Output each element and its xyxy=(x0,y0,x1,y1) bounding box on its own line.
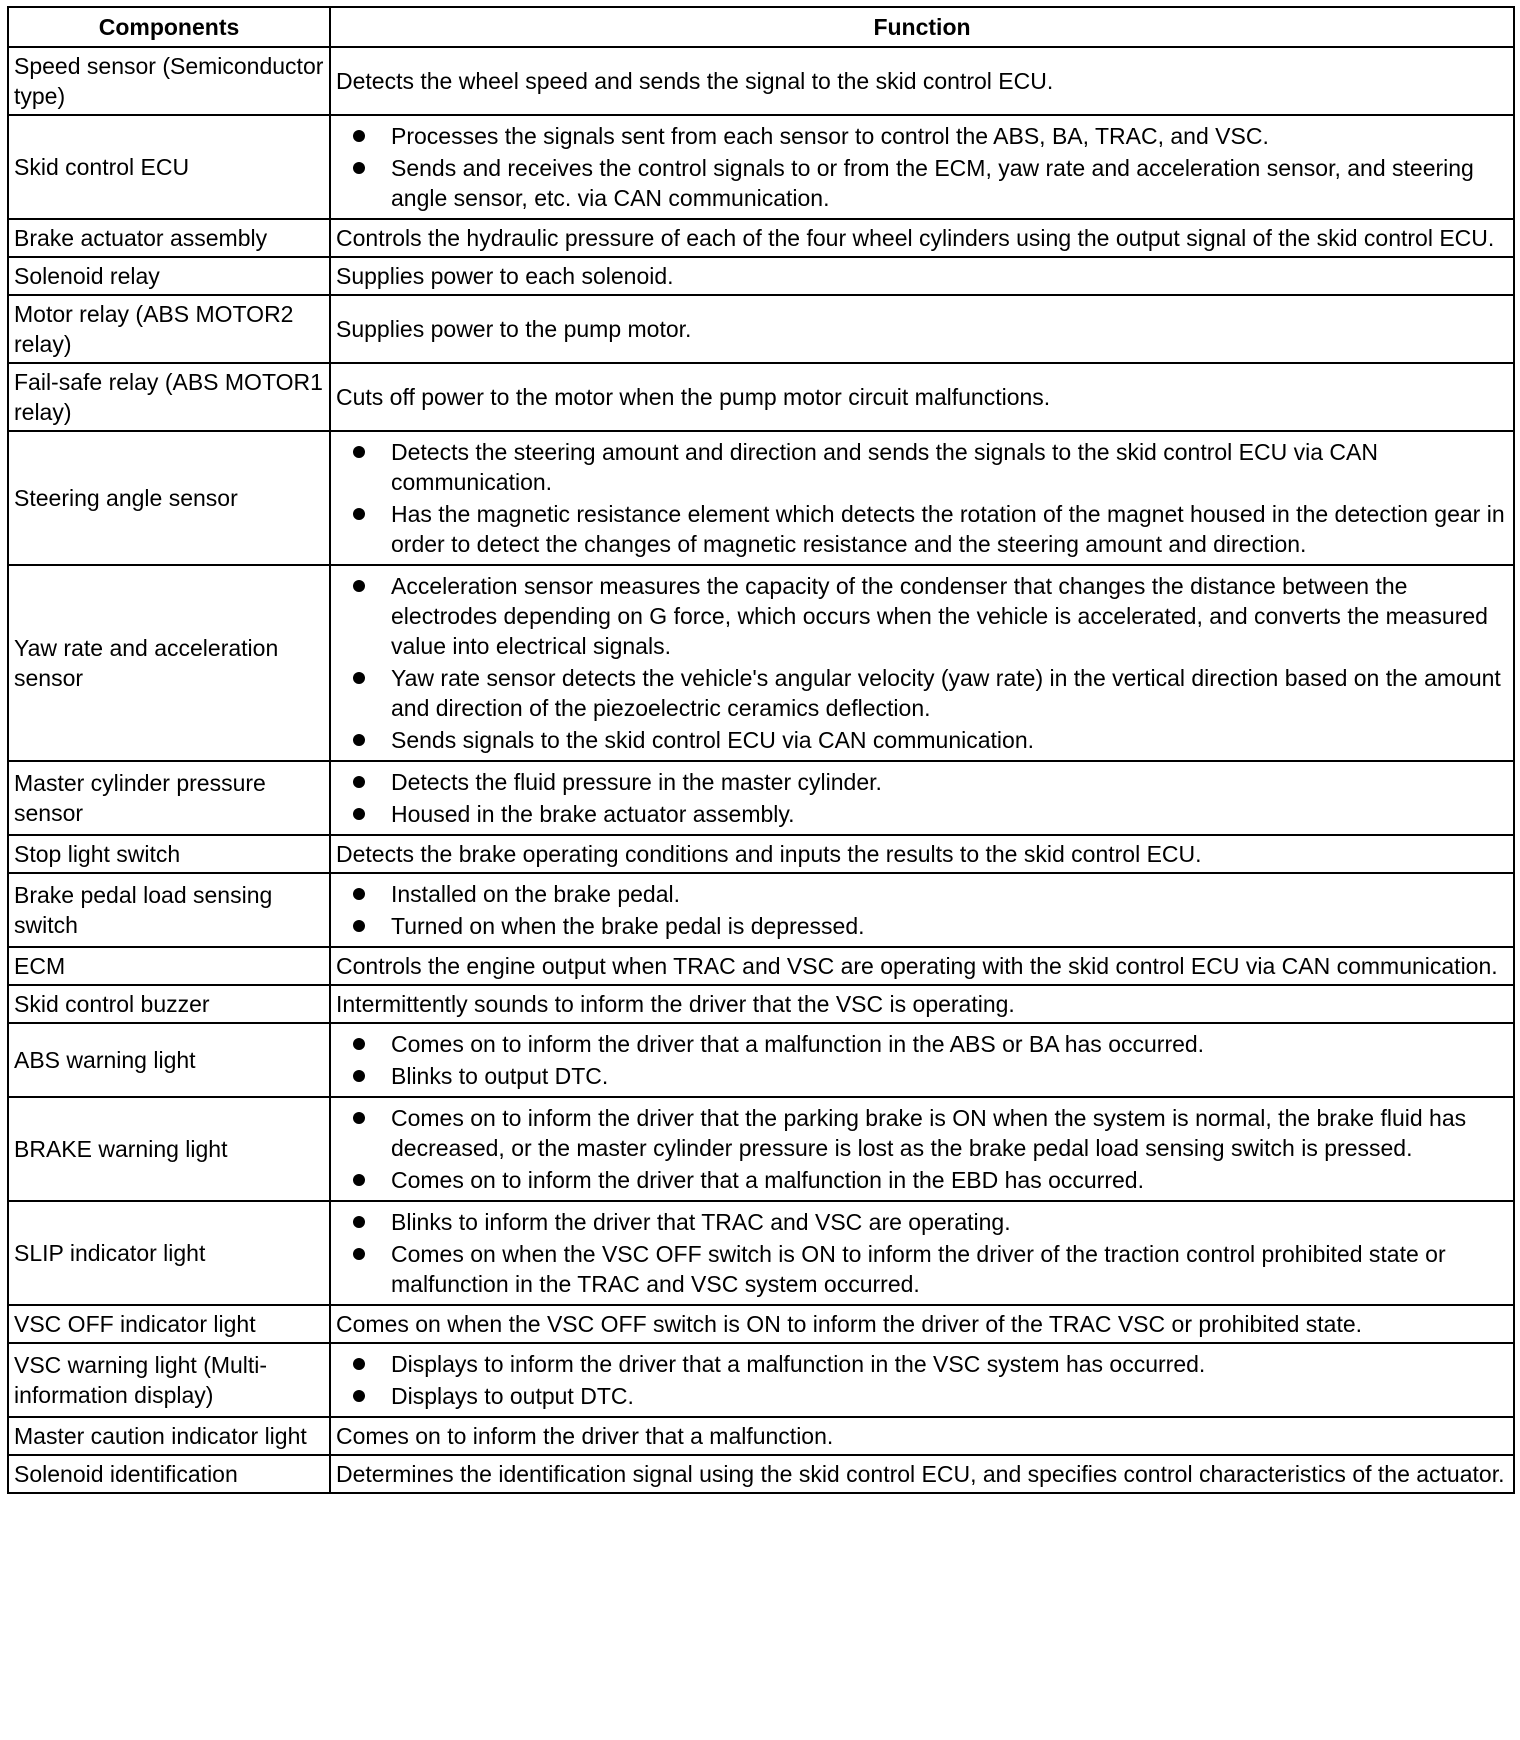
table-row xyxy=(8,115,1514,219)
function-cell: Supplies power to the pump motor. xyxy=(330,295,1514,363)
table-row xyxy=(8,47,1514,115)
table-row xyxy=(8,985,1514,1023)
table-row xyxy=(8,431,1514,565)
table-row xyxy=(8,219,1514,257)
function-bullet-item: Processes the signals sent from each sensor to control the ABS, BA, TRAC, and VSC. xyxy=(336,121,1508,151)
function-cell: Detects the wheel speed and sends the signal to the skid control ECU. xyxy=(330,47,1514,115)
table-row xyxy=(8,761,1514,835)
component-cell: Speed sensor (Semiconductor type) xyxy=(8,47,330,115)
table-row xyxy=(8,1097,1514,1201)
table-row xyxy=(8,257,1514,295)
function-bullet-item: Turned on when the brake pedal is depressed. xyxy=(336,911,1508,941)
function-bullet-item: Blinks to inform the driver that TRAC and VSC are operating. xyxy=(336,1207,1508,1237)
function-bullet-list xyxy=(336,1207,1508,1299)
function-bullet-list xyxy=(336,571,1508,755)
table-row xyxy=(8,873,1514,947)
function-cell: Controls the hydraulic pressure of each of the four wheel cylinders using the output signal of the skid control ECU. xyxy=(330,219,1514,257)
function-bullet-list xyxy=(336,767,1508,829)
function-cell xyxy=(330,115,1514,219)
header-components: Components xyxy=(8,7,330,47)
component-cell: Stop light switch xyxy=(8,835,330,873)
table-row xyxy=(8,947,1514,985)
component-cell: Skid control buzzer xyxy=(8,985,330,1023)
function-cell: Comes on to inform the driver that a malfunction. xyxy=(330,1417,1514,1455)
component-cell: Master caution indicator light xyxy=(8,1417,330,1455)
function-cell: Supplies power to each solenoid. xyxy=(330,257,1514,295)
function-bullet-item: Displays to inform the driver that a malfunction in the VSC system has occurred. xyxy=(336,1349,1508,1379)
header-function: Function xyxy=(330,7,1514,47)
component-cell: Solenoid identification xyxy=(8,1455,330,1493)
function-cell xyxy=(330,873,1514,947)
function-cell xyxy=(330,431,1514,565)
function-bullet-item: Detects the fluid pressure in the master cylinder. xyxy=(336,767,1508,797)
component-cell: ECM xyxy=(8,947,330,985)
table-row xyxy=(8,565,1514,761)
component-cell: SLIP indicator light xyxy=(8,1201,330,1305)
function-cell: Controls the engine output when TRAC and VSC are operating with the skid control ECU via CAN communication. xyxy=(330,947,1514,985)
function-bullet-item: Installed on the brake pedal. xyxy=(336,879,1508,909)
function-cell: Intermittently sounds to inform the driver that the VSC is operating. xyxy=(330,985,1514,1023)
function-bullet-item: Sends and receives the control signals to or from the ECM, yaw rate and acceleration sensor, and steering angle sensor, etc. via CAN communication. xyxy=(336,153,1508,213)
function-bullet-item: Has the magnetic resistance element which detects the rotation of the magnet housed in the detection gear in order to detect the changes of magnetic resistance and the steering amount and direction. xyxy=(336,499,1508,559)
component-cell: Fail-safe relay (ABS MOTOR1 relay) xyxy=(8,363,330,431)
function-bullet-item: Displays to output DTC. xyxy=(336,1381,1508,1411)
component-cell: Yaw rate and acceleration sensor xyxy=(8,565,330,761)
function-bullet-item: Sends signals to the skid control ECU via CAN communication. xyxy=(336,725,1508,755)
function-bullet-list xyxy=(336,437,1508,559)
component-cell: BRAKE warning light xyxy=(8,1097,330,1201)
function-bullet-item: Detects the steering amount and direction and sends the signals to the skid control ECU via CAN communication. xyxy=(336,437,1508,497)
component-cell: Brake actuator assembly xyxy=(8,219,330,257)
table-row xyxy=(8,835,1514,873)
table-row xyxy=(8,1305,1514,1343)
document-page xyxy=(7,6,1513,1494)
component-cell: Steering angle sensor xyxy=(8,431,330,565)
components-table xyxy=(7,6,1515,1494)
component-cell: VSC OFF indicator light xyxy=(8,1305,330,1343)
function-bullet-list xyxy=(336,121,1508,213)
table-row xyxy=(8,1023,1514,1097)
component-cell: Skid control ECU xyxy=(8,115,330,219)
function-bullet-list xyxy=(336,1349,1508,1411)
function-bullet-item: Comes on to inform the driver that a malfunction in the ABS or BA has occurred. xyxy=(336,1029,1508,1059)
component-cell: Motor relay (ABS MOTOR2 relay) xyxy=(8,295,330,363)
function-cell: Determines the identification signal using the skid control ECU, and specifies control characteristics of the actuator. xyxy=(330,1455,1514,1493)
table-row xyxy=(8,1417,1514,1455)
function-cell xyxy=(330,1097,1514,1201)
function-cell xyxy=(330,1343,1514,1417)
component-cell: Master cylinder pressure sensor xyxy=(8,761,330,835)
function-bullet-item: Comes on to inform the driver that the parking brake is ON when the system is normal, the brake fluid has decreased, or the master cylinder pressure is lost as the brake pedal load sensing switch is pressed. xyxy=(336,1103,1508,1163)
table-row xyxy=(8,363,1514,431)
function-bullet-item: Housed in the brake actuator assembly. xyxy=(336,799,1508,829)
component-cell: VSC warning light (Multi-information display) xyxy=(8,1343,330,1417)
function-bullet-list xyxy=(336,879,1508,941)
table-body xyxy=(8,47,1514,1493)
function-cell xyxy=(330,761,1514,835)
component-cell: Brake pedal load sensing switch xyxy=(8,873,330,947)
function-cell xyxy=(330,565,1514,761)
table-row xyxy=(8,1201,1514,1305)
function-cell: Cuts off power to the motor when the pump motor circuit malfunctions. xyxy=(330,363,1514,431)
table-row xyxy=(8,295,1514,363)
function-bullet-item: Comes on to inform the driver that a malfunction in the EBD has occurred. xyxy=(336,1165,1508,1195)
function-cell xyxy=(330,1023,1514,1097)
table-row xyxy=(8,1455,1514,1493)
function-cell: Comes on when the VSC OFF switch is ON to inform the driver of the TRAC VSC or prohibited state. xyxy=(330,1305,1514,1343)
component-cell: ABS warning light xyxy=(8,1023,330,1097)
table-row xyxy=(8,1343,1514,1417)
table-header-row xyxy=(8,7,1514,47)
function-bullet-list xyxy=(336,1029,1508,1091)
function-bullet-list xyxy=(336,1103,1508,1195)
component-cell: Solenoid relay xyxy=(8,257,330,295)
function-bullet-item: Blinks to output DTC. xyxy=(336,1061,1508,1091)
function-bullet-item: Acceleration sensor measures the capacity of the condenser that changes the distance between the electrodes depending on G force, which occurs when the vehicle is accelerated, and converts the measured value into electrical signals. xyxy=(336,571,1508,661)
function-bullet-item: Yaw rate sensor detects the vehicle's angular velocity (yaw rate) in the vertical direction based on the amount and direction of the piezoelectric ceramics deflection. xyxy=(336,663,1508,723)
function-cell xyxy=(330,1201,1514,1305)
function-cell: Detects the brake operating conditions and inputs the results to the skid control ECU. xyxy=(330,835,1514,873)
function-bullet-item: Comes on when the VSC OFF switch is ON to inform the driver of the traction control prohibited state or malfunction in the TRAC and VSC system occurred. xyxy=(336,1239,1508,1299)
